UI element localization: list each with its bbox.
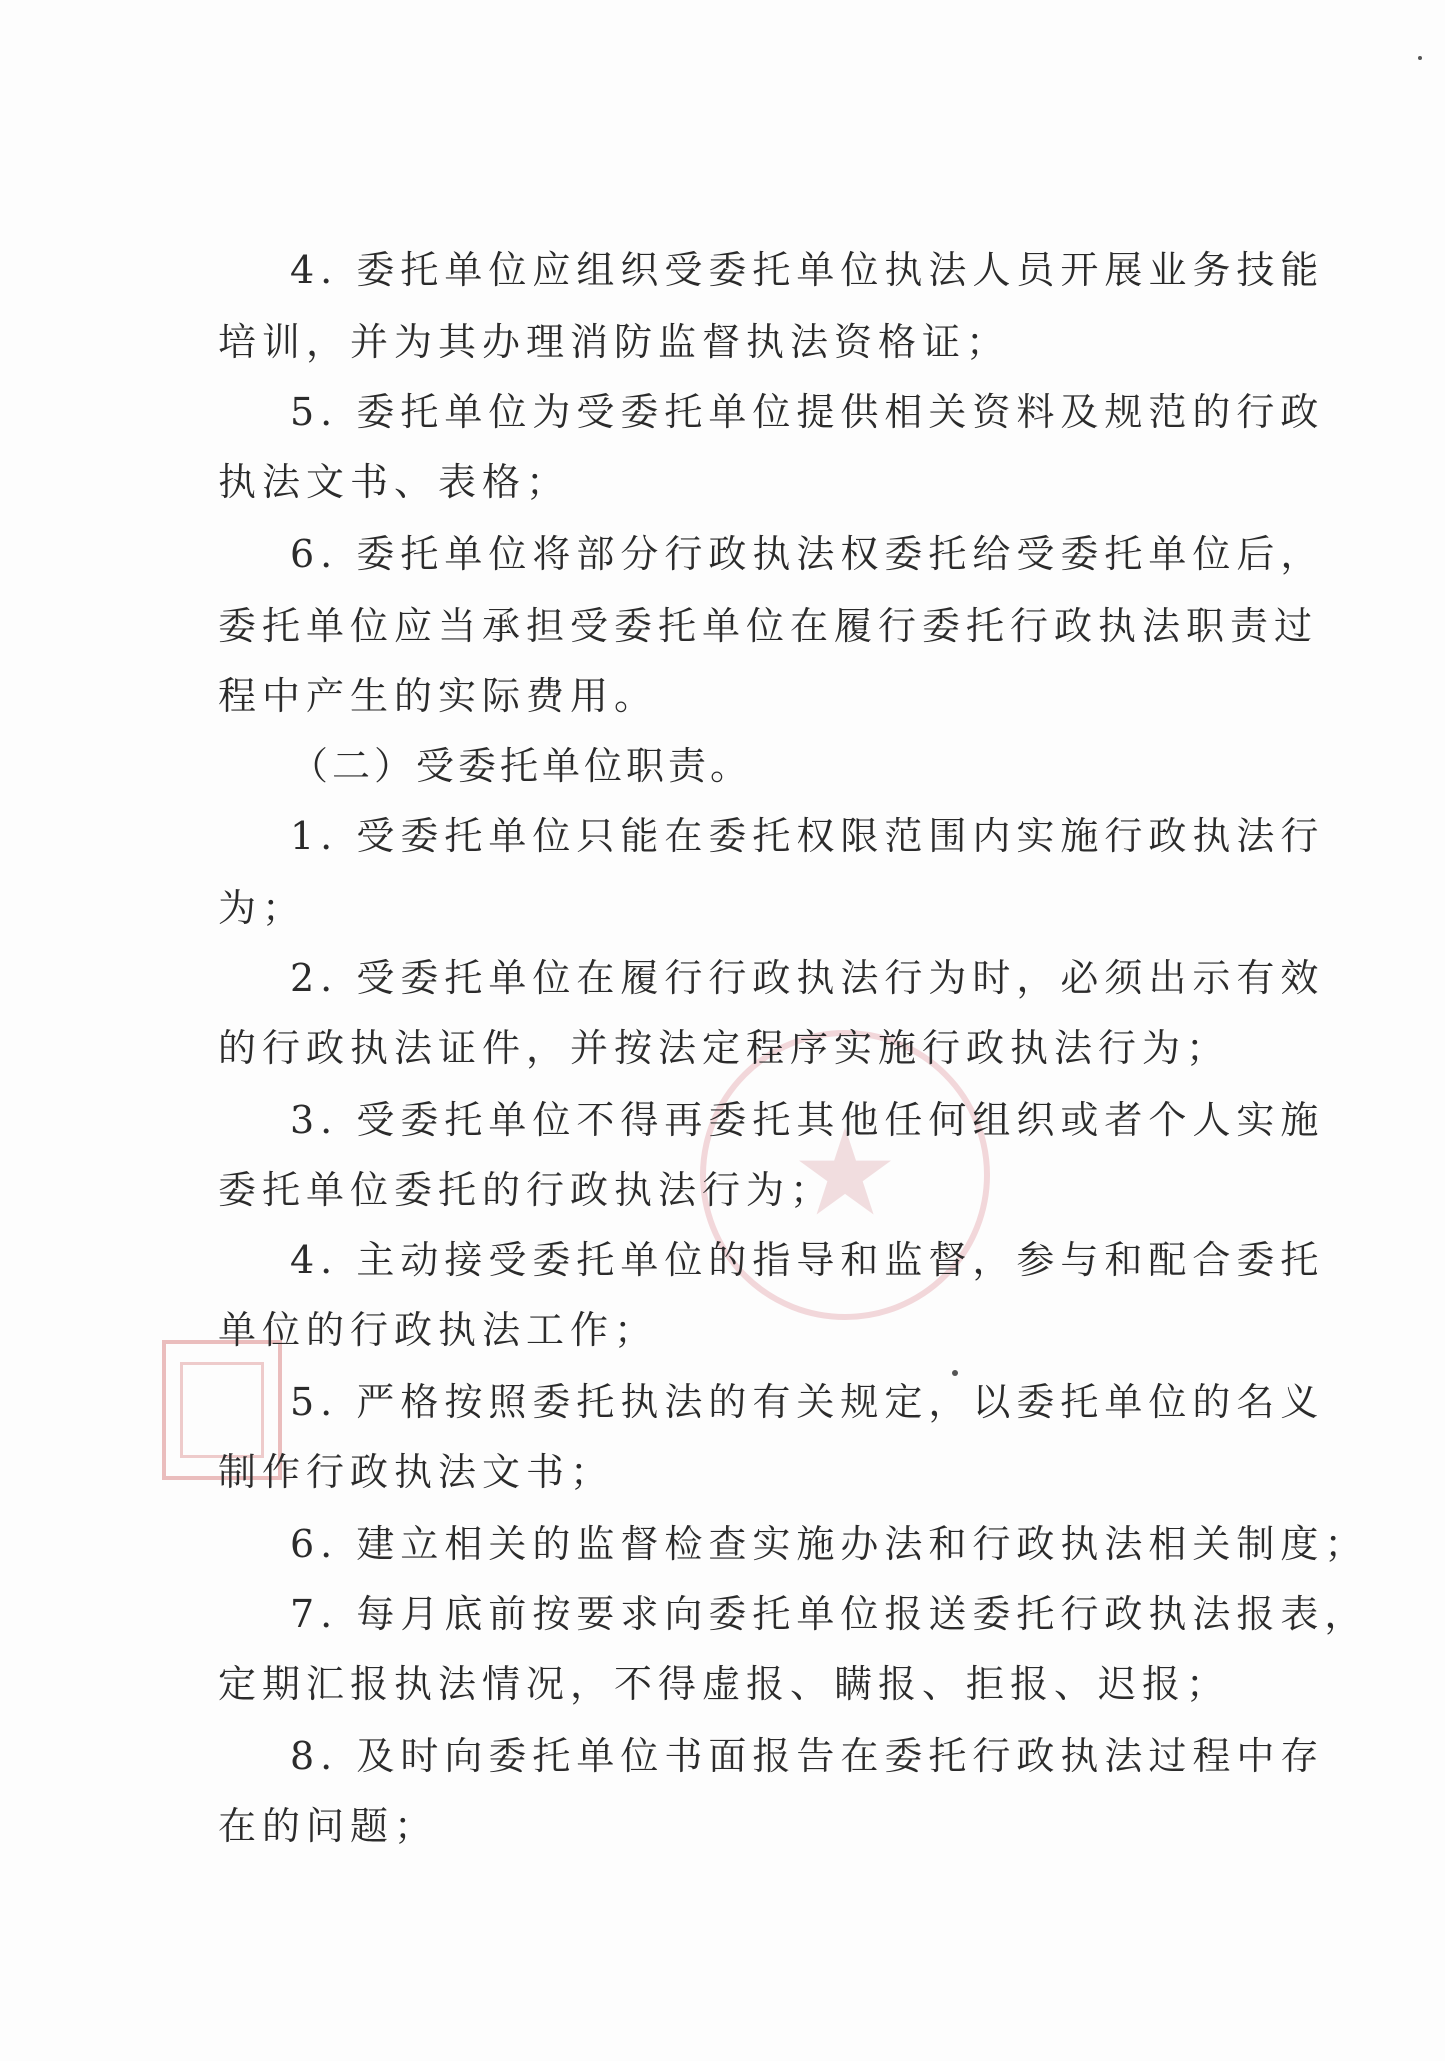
text-line: 的行政执法证件，并按法定程序实施行政执法行为； bbox=[218, 1026, 1231, 1070]
text-line: 在的问题； bbox=[218, 1804, 439, 1848]
text-line: 4. 主动接受委托单位的指导和监督，参与和配合委托 bbox=[290, 1238, 1325, 1282]
section-heading: （二）受委托单位职责。 bbox=[290, 744, 753, 788]
text-line: 4. 委托单位应组织受委托单位执法人员开展业务技能 bbox=[290, 248, 1325, 292]
text-line: 1. 受委托单位只能在委托权限范围内实施行政执法行 bbox=[290, 814, 1325, 858]
text-line: 委托单位应当承担受委托单位在履行委托行政执法职责过 bbox=[218, 604, 1319, 648]
text-line: 2. 受委托单位在履行行政执法行为时，必须出示有效 bbox=[290, 956, 1325, 1000]
text-line: 6. 建立相关的监督检查实施办法和行政执法相关制度； bbox=[290, 1522, 1369, 1566]
text-line: 执法文书、表格； bbox=[218, 460, 571, 504]
seal-star-icon: ★ bbox=[791, 1104, 899, 1243]
text-line: 8. 及时向委托单位书面报告在委托行政执法过程中存 bbox=[290, 1734, 1325, 1778]
text-line: 7. 每月底前按要求向委托单位报送委托行政执法报表， bbox=[290, 1592, 1369, 1636]
text-line: 5. 委托单位为受委托单位提供相关资料及规范的行政 bbox=[290, 390, 1325, 434]
text-line: 6. 委托单位将部分行政执法权委托给受委托单位后， bbox=[290, 532, 1325, 576]
text-line: 为； bbox=[218, 886, 307, 930]
text-line: 制作行政执法文书； bbox=[218, 1450, 615, 1494]
text-line: 委托单位委托的行政执法行为； bbox=[218, 1168, 835, 1212]
scan-speck bbox=[952, 1370, 958, 1376]
text-line: 3. 受委托单位不得再委托其他任何组织或者个人实施 bbox=[290, 1098, 1325, 1142]
scan-speck bbox=[1418, 56, 1422, 60]
text-line: 程中产生的实际费用。 bbox=[218, 674, 659, 718]
text-line: 培训，并为其办理消防监督执法资格证； bbox=[218, 320, 1011, 364]
text-line: 5. 严格按照委托执法的有关规定，以委托单位的名义 bbox=[290, 1380, 1325, 1424]
margin-stamp-inner bbox=[180, 1362, 264, 1458]
text-line: 单位的行政执法工作； bbox=[218, 1308, 659, 1352]
text-line: 定期汇报执法情况，不得虚报、瞒报、拒报、迟报； bbox=[218, 1662, 1231, 1706]
